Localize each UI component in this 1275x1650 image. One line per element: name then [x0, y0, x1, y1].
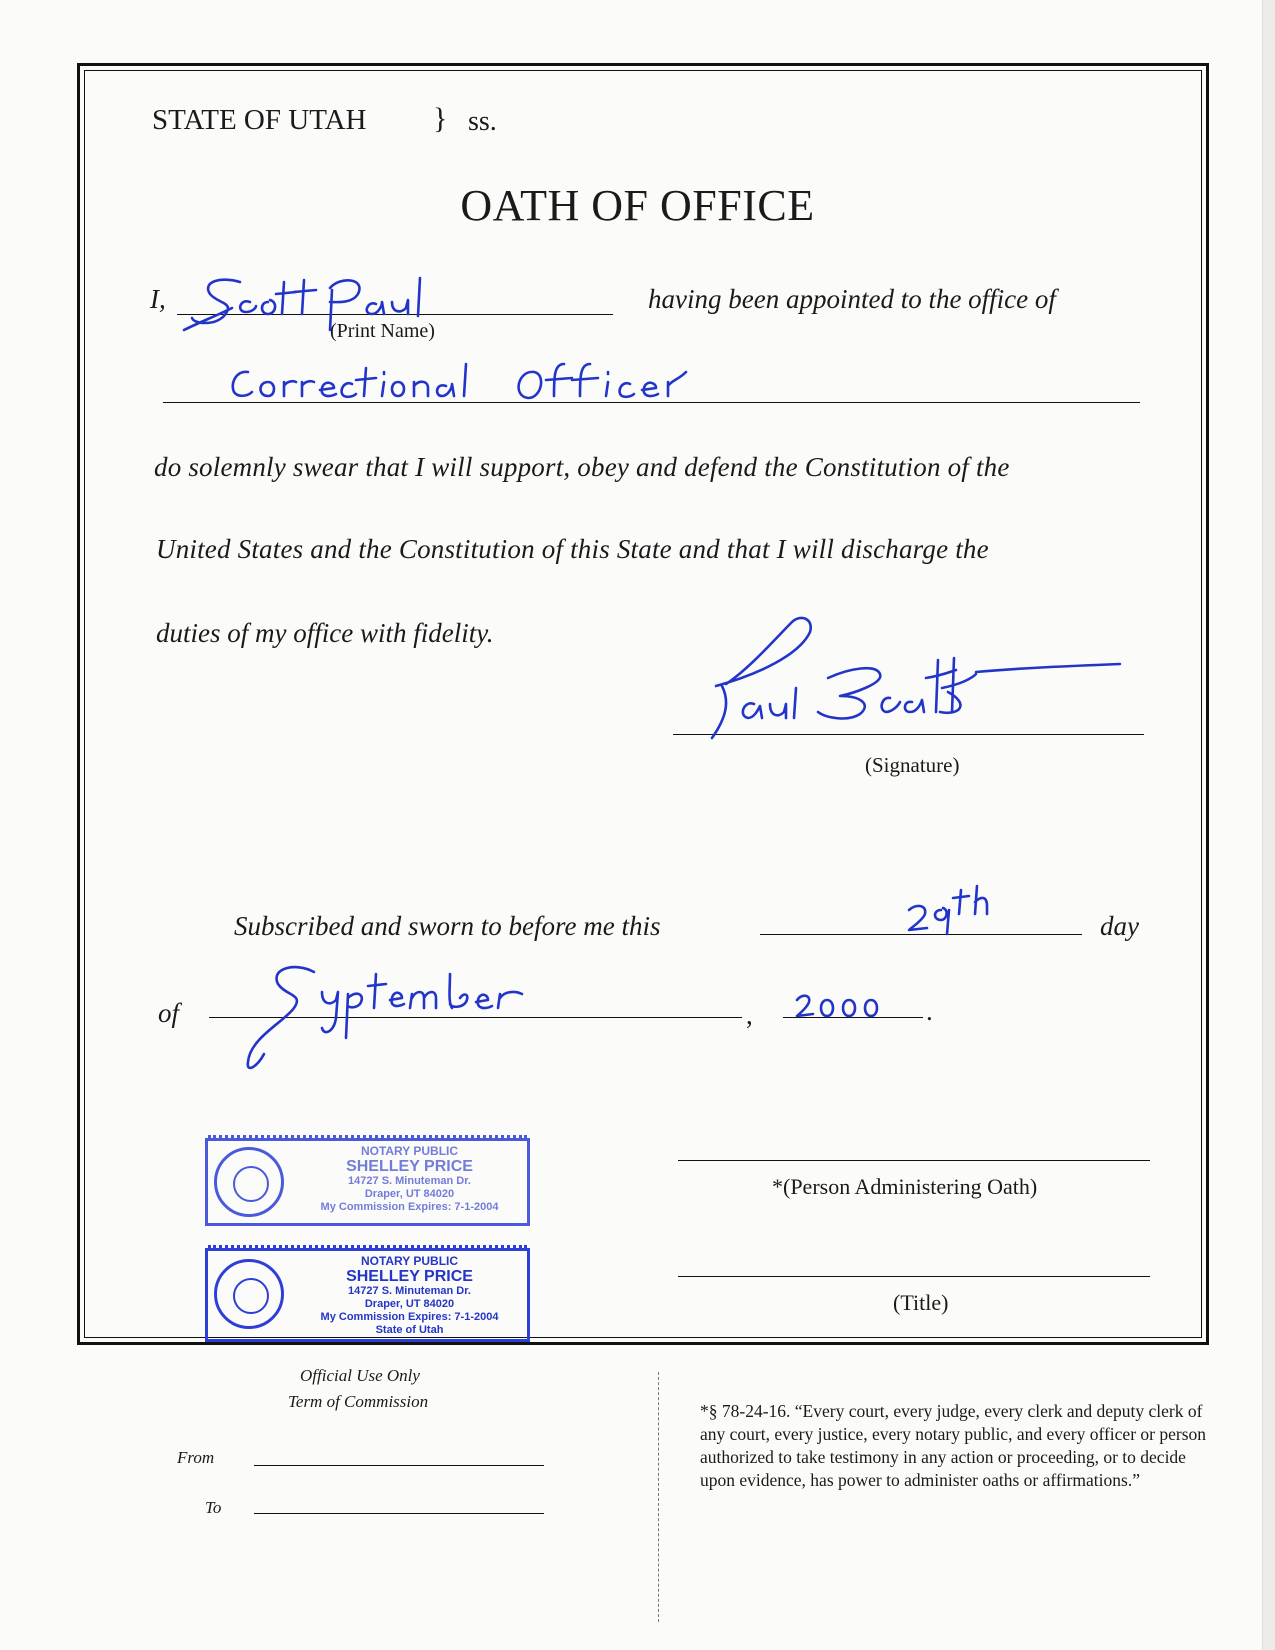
notary-stamp — [205, 1248, 530, 1342]
administering-line — [678, 1160, 1150, 1161]
stamp-rope-top — [208, 1135, 527, 1142]
title-label: (Title) — [893, 1290, 949, 1315]
day-label: day — [1100, 911, 1139, 941]
of-label: of — [158, 998, 180, 1028]
notary-stamp-faded — [205, 1138, 530, 1226]
handwritten-signature — [700, 608, 1140, 748]
scan-edge — [1262, 0, 1275, 1650]
comma: , — [746, 1000, 753, 1030]
title-line — [678, 1276, 1150, 1277]
statute-text: *§ 78-24-16. “Every court, every judge, every clerk and deputy clerk of any court, every justice, every notary public, and every officer or person authorized to take testimony in any action or proceeding, or to decide upon evidence, has power to administer oaths or affirmations.” — [700, 1401, 1207, 1490]
subscribed-text: Subscribed and sworn to before me this — [234, 911, 661, 941]
stamp-city-text: Draper, UT 84020 — [364, 1188, 455, 1200]
stamp-name-text: SHELLEY PRICE — [346, 1158, 473, 1175]
to-label: To — [205, 1498, 222, 1517]
oath-line-1: do solemnly swear that I will support, obey and defend the Constitution of the — [154, 452, 1010, 482]
stamp-expires-text: My Commission Expires: 7-1-2004 — [320, 1201, 499, 1213]
stamp-notary-text: NOTARY PUBLIC — [360, 1144, 459, 1158]
oath-line-2: United States and the Constitution of this State and that I will discharge the — [156, 534, 989, 564]
stamp-address-text: 14727 S. Minuteman Dr. — [348, 1175, 471, 1187]
stamp-expires-text: My Commission Expires: 7-1-2004 — [320, 1311, 499, 1323]
period: . — [926, 996, 933, 1026]
administering-label: *(Person Administering Oath) — [772, 1174, 1038, 1199]
stamp-address-text: 14727 S. Minuteman Dr. — [348, 1285, 471, 1297]
stamp-city-text: Draper, UT 84020 — [364, 1298, 455, 1310]
handwritten-month — [244, 958, 564, 1078]
handwritten-year — [793, 986, 903, 1022]
appointed-text: having been appointed to the office of — [648, 284, 1056, 314]
i-label: I, — [150, 284, 166, 314]
print-name-label: (Print Name) — [330, 320, 435, 342]
stamp-notary-text: NOTARY PUBLIC — [360, 1254, 459, 1268]
handwritten-name — [180, 268, 460, 348]
handwritten-day — [905, 880, 1025, 936]
term-of-commission-label: Term of Commission — [288, 1392, 429, 1411]
venue-state: STATE OF UTAH — [152, 104, 367, 136]
stamp-name-text: SHELLEY PRICE — [346, 1268, 473, 1285]
stamp-state-text: State of Utah — [375, 1324, 444, 1336]
venue-ss: ss. — [468, 106, 497, 137]
official-use-label: Official Use Only — [300, 1366, 420, 1385]
from-label: From — [177, 1448, 215, 1467]
oath-line-3: duties of my office with fidelity. — [156, 618, 494, 648]
footer-divider — [658, 1372, 659, 1622]
stamp-rope-top — [208, 1245, 527, 1252]
to-line — [254, 1513, 544, 1514]
state-seal-icon — [214, 1259, 284, 1329]
page-title: OATH OF OFFICE — [460, 181, 815, 230]
from-line — [254, 1465, 544, 1466]
venue-brace: } — [433, 102, 448, 135]
state-seal-icon — [214, 1147, 284, 1217]
handwritten-office — [228, 358, 748, 408]
signature-label: (Signature) — [865, 753, 960, 777]
